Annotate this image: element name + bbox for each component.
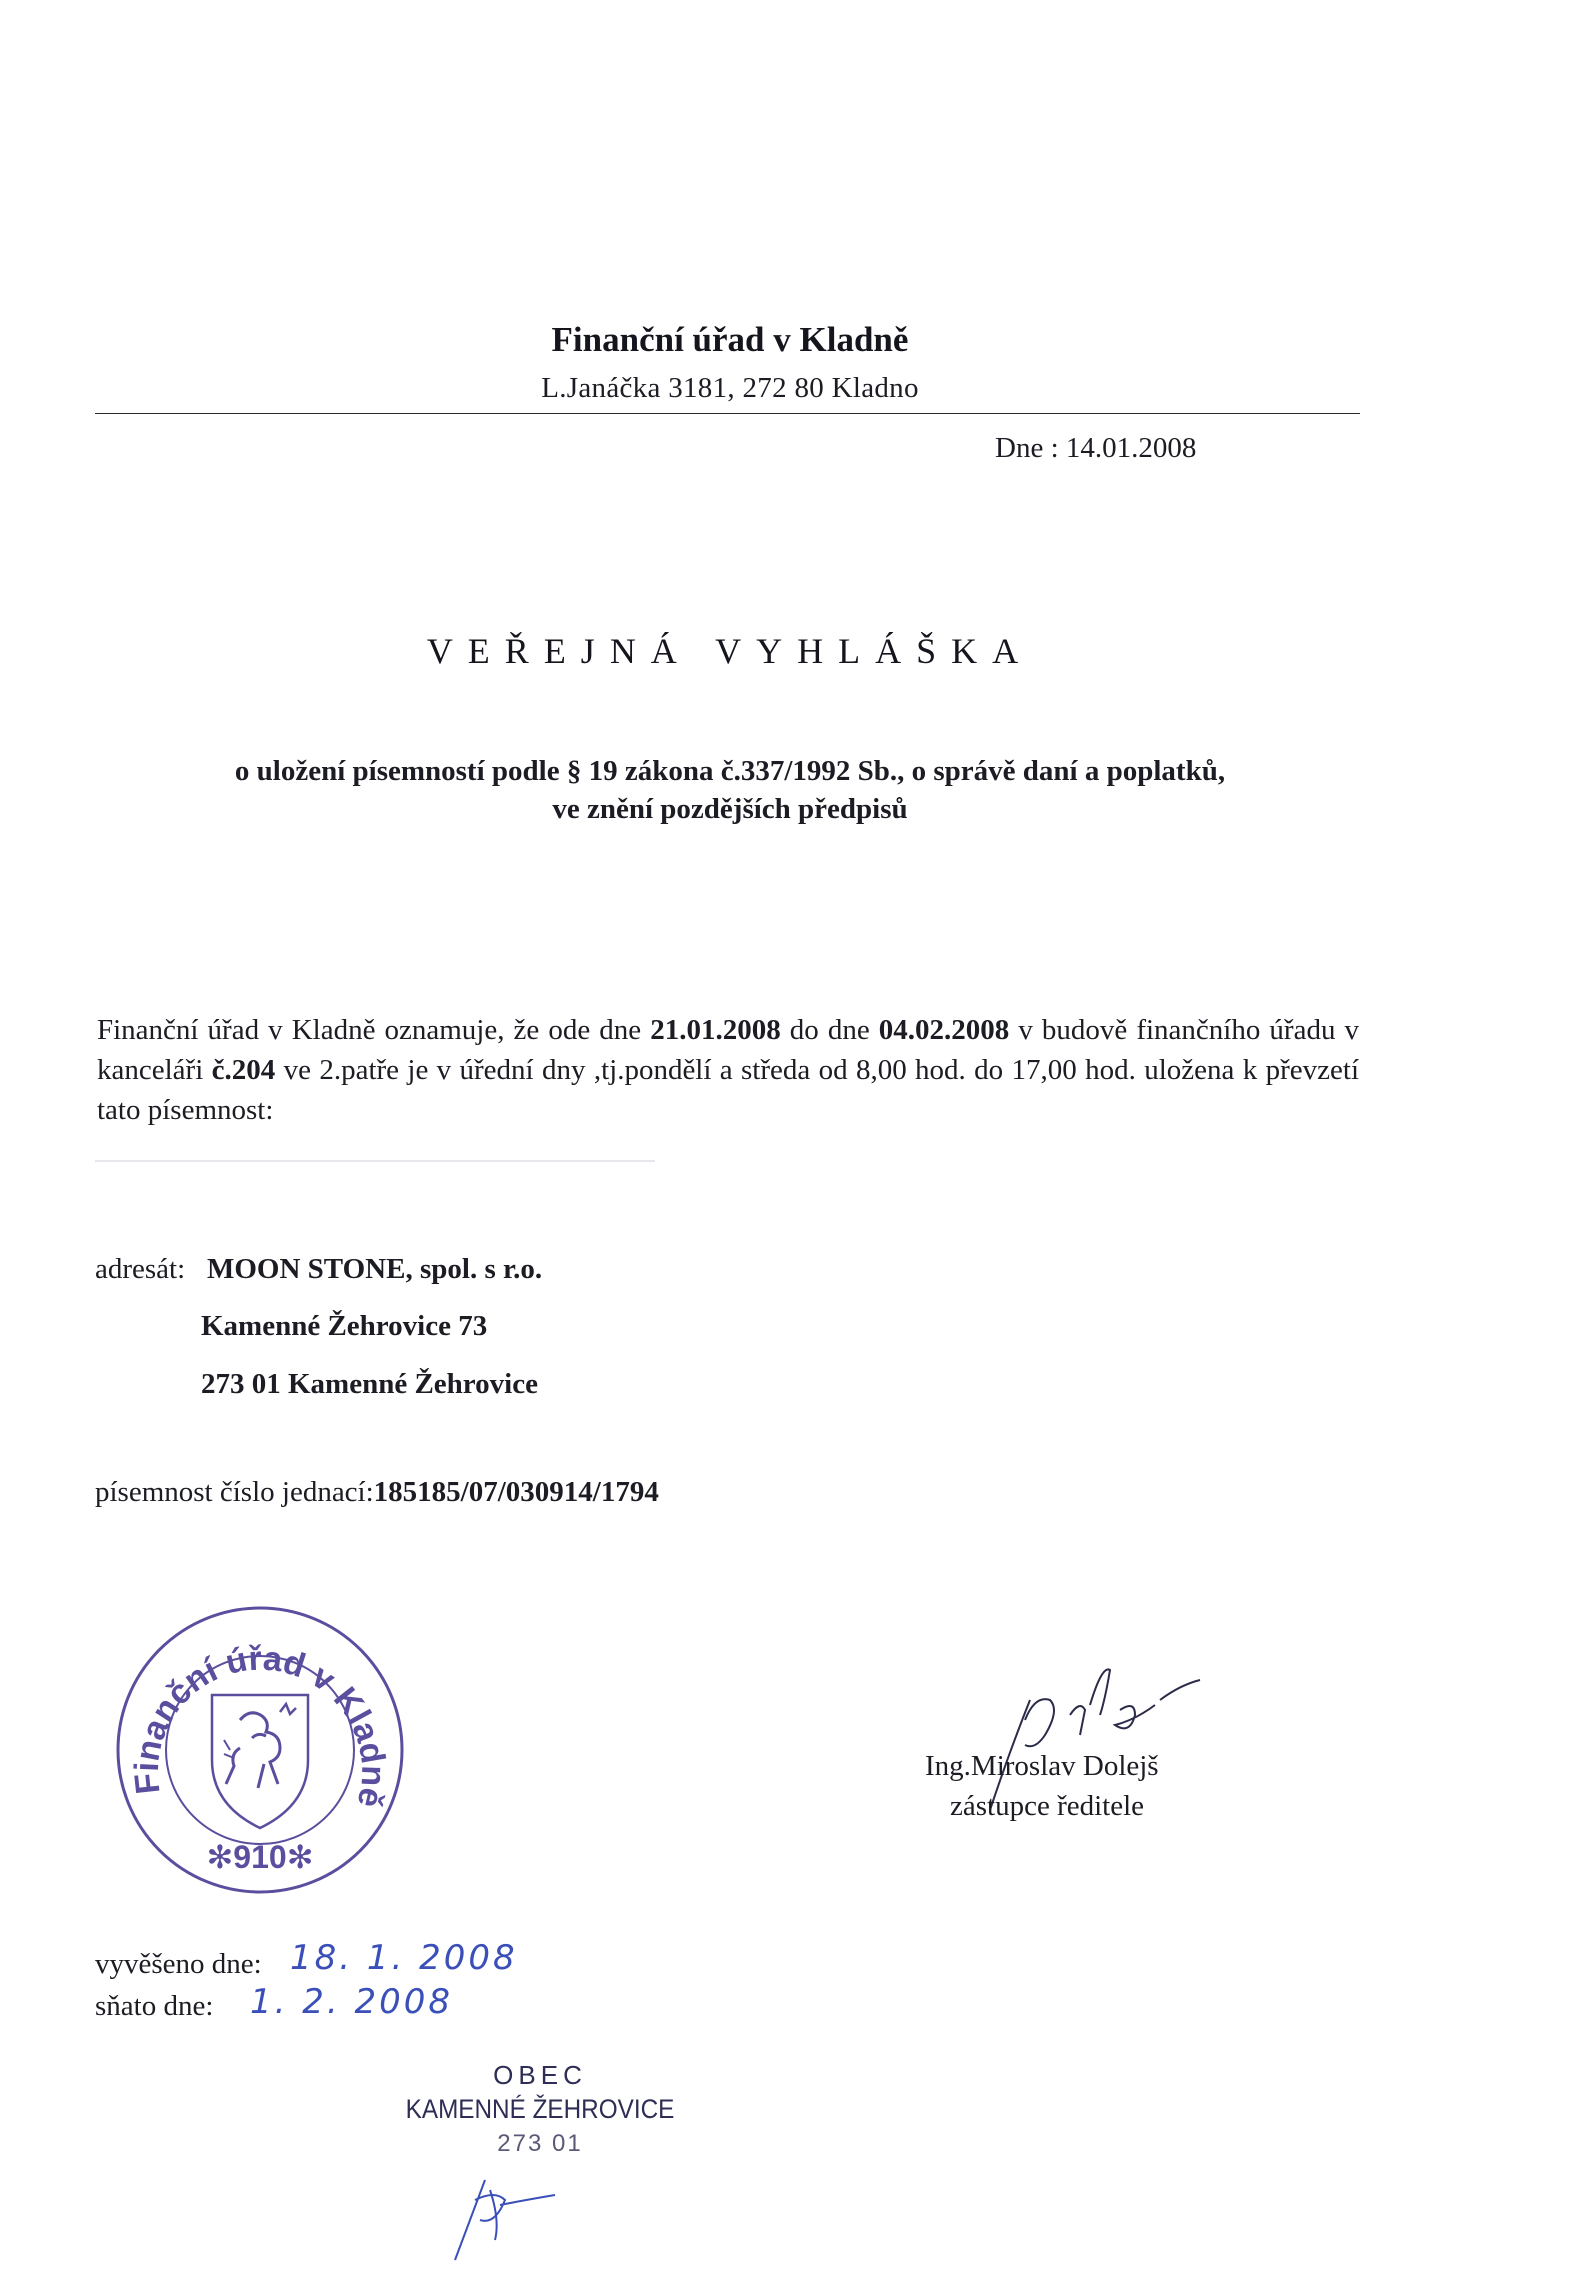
subtitle-line-1: o uložení písemností podle § 19 zákona č.337/1992 Sb., o správě daní a poplatků, [234, 755, 1226, 787]
stamp-text-v: v [304, 1657, 342, 1700]
date-to: 04.02.2008 [878, 1014, 1010, 1046]
initials-scribble [445, 2160, 565, 2270]
office-name: Finanční úřad v Kladně [551, 320, 909, 359]
signatory-role: zástupce ředitele [950, 1790, 1145, 1822]
document-subtitle [80, 752, 1380, 828]
lion-shield-icon [212, 1695, 308, 1828]
office-number: č.204 [211, 1054, 276, 1086]
removed-date: 1. 2. 2008 [250, 1982, 454, 2022]
scan-artifact [95, 1160, 655, 1162]
notice-text-1: Finanční úřad v Kladně oznamuje, že ode dne [97, 1014, 651, 1046]
addressee-label: adresát: [95, 1253, 186, 1285]
addressee-name: MOON STONE, spol. s r.o. [207, 1253, 543, 1285]
stamp-text-top: úřad [222, 1639, 310, 1686]
header-divider [95, 413, 1360, 414]
addressee-street: Kamenné Žehrovice 73 [201, 1310, 488, 1342]
notice-text-3: v budově finančního úřadu v kanceláři [97, 1014, 1359, 1086]
office-address: L.Janáčka 3181, 272 80 Kladno [541, 372, 919, 404]
document-date: Dne : 14.01.2008 [995, 432, 1197, 464]
addressee-city: 273 01 Kamenné Žehrovice [201, 1368, 538, 1400]
stamp-number: ✻910✻ [206, 1839, 314, 1875]
reference-line [95, 1476, 659, 1509]
posted-label: vyvěšeno dne: [95, 1948, 262, 1980]
municipal-stamp-line-1: OBEC [493, 2060, 587, 2090]
municipal-stamp [385, 2060, 695, 2270]
municipal-stamp-line-2: KAMENNÉ ŽEHROVICE [405, 2094, 675, 2124]
date-from: 21.01.2008 [650, 1014, 781, 1046]
municipal-stamp-line-3: 273 01 [497, 2130, 583, 2157]
notice-paragraph [97, 1010, 1359, 1130]
office-stamp [110, 1600, 410, 1900]
subtitle-line-2: ve znění pozdějších předpisů [552, 793, 908, 825]
reference-label: písemnost číslo jednací: [95, 1476, 374, 1508]
notice-text-2: do dne [780, 1014, 879, 1046]
stamp-text-left: Finanční [127, 1650, 224, 1796]
document-title: VEŘEJNÁ VYHLÁŠKA [426, 631, 1034, 671]
notice-text-4: ve 2.patře je v úřední dny ,tj.pondělí a středa od 8,00 hod. do 17,00 hod. uložena k převzetí tato písemnost: [97, 1054, 1359, 1126]
reference-number: 185185/07/030914/1794 [373, 1476, 659, 1508]
removed-label: sňato dne: [95, 1990, 214, 2022]
stamp-text-right: Kladně [326, 1680, 393, 1812]
posted-date: 18. 1. 2008 [290, 1938, 518, 1978]
signatory-name: Ing.Miroslav Dolejš [925, 1750, 1159, 1782]
